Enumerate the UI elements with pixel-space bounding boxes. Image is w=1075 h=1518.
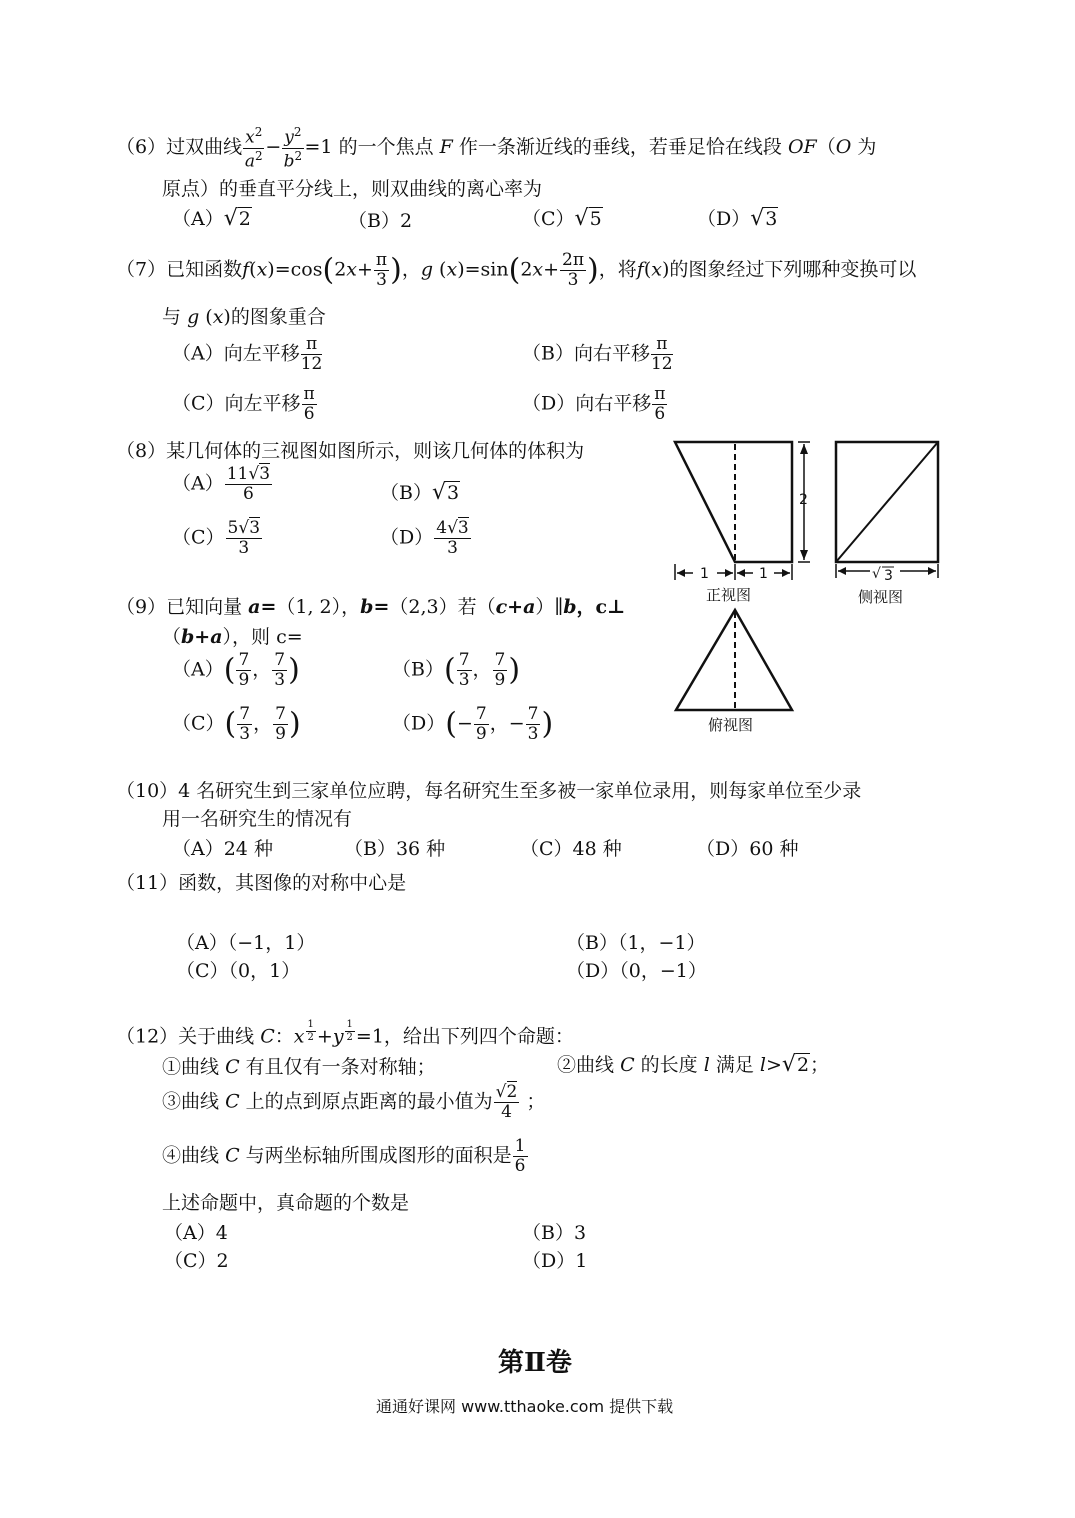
option-label: （D） (392, 712, 446, 735)
curve-var: C (225, 1090, 240, 1113)
q6-line1: （6）过双曲线 $\frac{x^2}{a^2}$ − $\frac{y^2}{b^2}$ =1 的一个焦点 F 作一条渐近线的垂线，若垂足恰在线段 OF（O 为 (116, 125, 877, 172)
option-label: （C） (522, 208, 575, 230)
q8-option-d (380, 520, 472, 557)
q11-line1: （11）函数，其图像的对称中心是 (116, 872, 407, 894)
q8-option-b (380, 478, 460, 505)
q9-line2 (162, 622, 303, 649)
option-label: （A） (172, 472, 224, 495)
side-width-label: 3 (884, 568, 893, 584)
q7-line2: 与 g (x)的图象重合 (162, 306, 326, 328)
footer-text: 通通好课网 www.tthaoke.com 提供下载 (376, 1397, 674, 1416)
front-view-shape (675, 442, 792, 562)
q10-line1: （10）4 名研究生到三家单位应聘，每名研究生至多被一家单位录用，则每家单位至少录 (116, 780, 862, 802)
q12-text: ①曲线 (162, 1056, 220, 1078)
q7-frac: $\frac{2\pi}{3}$ (562, 250, 585, 290)
option-label: （C） (172, 526, 225, 549)
q9-text: ，c⊥ (576, 596, 626, 618)
vector-sum: b+a (181, 626, 223, 648)
sqrt-arg: 2 (796, 1054, 810, 1076)
frac-den: 3 (238, 538, 250, 558)
q7-line1: （7）已知函数f(x)=cos(2x+ $\frac{\pi}{3}$ )，g (x)=sin(2x+ $\frac{2\pi}{3}$ )，将f(x)的图象经过下列哪种变换可以 (116, 250, 917, 290)
q11-option-b: （B）（1，−1） (566, 932, 706, 954)
top-view-label: 俯视图 (708, 716, 754, 734)
q12-prop4 (162, 1138, 529, 1175)
frac-den: 6 (242, 484, 254, 504)
q6-var: F (439, 136, 453, 159)
frac (273, 706, 288, 743)
frac-num: 1 (307, 1019, 314, 1030)
sqrt-arg: 3 (447, 482, 460, 504)
q6-line2: 原点）的垂直平分线上，则双曲线的离心率为 (162, 178, 543, 200)
q10-line2: 用一名研究生的情况有 (162, 808, 353, 830)
q11-option-c: （C）（0，1） (176, 960, 301, 982)
frac-num: π (654, 384, 666, 404)
option-label: （B） (380, 482, 432, 504)
minus-sign: − (456, 712, 473, 735)
q6-text: 为 (857, 136, 877, 159)
frac: $\frac{5√3}{3}$ (227, 518, 261, 558)
q7-option-c (172, 386, 318, 423)
frac-num: π (651, 336, 673, 355)
frac-num: 7 (527, 704, 539, 724)
q6-text: （ (816, 136, 836, 159)
section-title: 第Ⅱ卷 (498, 1348, 572, 1378)
frac: $\frac{4√3}{3}$ (436, 518, 469, 558)
option-label: （A） (172, 208, 224, 230)
q12-question: 上述命题中，真命题的个数是 (162, 1192, 410, 1214)
q9-text: ）∥ (535, 596, 564, 618)
q12-text: （12）关于曲线 (116, 1025, 255, 1048)
frac-num: 7 (274, 650, 286, 670)
q9-option-b: （B）( $\frac{7}{3}$ ， $\frac{7}{9}$ ) (392, 650, 521, 690)
frac (474, 706, 489, 743)
frac-den: 3 (274, 670, 286, 690)
q6-option-b: （B）2 (348, 210, 413, 232)
q8-number: （8） (116, 440, 167, 462)
frac (526, 706, 541, 743)
q12-option-c: （C）2 (164, 1250, 229, 1272)
q12-prop2 (557, 1050, 829, 1077)
length-var: l (759, 1054, 766, 1076)
q6-var: OF (787, 136, 817, 159)
q9-line1 (116, 592, 625, 619)
q9-option-d: （D）(− $\frac{7}{9}$ ，− $\frac{7}{3}$ ) (392, 704, 554, 744)
frac (236, 652, 251, 689)
q10-option-c: （C）48 种 (520, 838, 622, 860)
q10-option-a: （A）24 种 (172, 838, 273, 860)
option-label: （C） (172, 712, 225, 735)
q6-text: 过双曲线 (166, 136, 243, 159)
q7-text: 的图象重合 (230, 306, 326, 328)
vector-sum: c+a (495, 596, 536, 618)
q6-var: O (835, 136, 852, 159)
frac-num: π (375, 250, 388, 270)
frac-den: 2 (346, 1032, 353, 1043)
height-dim-label: 2 (799, 492, 808, 508)
q7-number: （7） (116, 258, 167, 281)
frac-den: 9 (475, 724, 487, 744)
length-var: l (703, 1054, 710, 1076)
frac (513, 1138, 528, 1175)
q8-line1 (116, 436, 584, 463)
frac-num: 7 (238, 650, 250, 670)
option-label: （D） (380, 526, 434, 549)
side-width-radical: √ (872, 566, 881, 582)
q9-text: 已知向量 (166, 596, 243, 618)
option-label: （A） (172, 658, 224, 681)
q12-text: ； (526, 1090, 546, 1113)
left-width-label: 1 (700, 566, 709, 582)
frac (301, 336, 323, 373)
option-label: （D） (697, 208, 751, 230)
q11-option-d: （D）（0，−1） (566, 960, 707, 982)
curve-var: C (260, 1025, 275, 1048)
exp-frac (306, 1020, 316, 1043)
frac-num: 1 (346, 1019, 353, 1030)
q12-text: > (765, 1054, 782, 1076)
frac (651, 336, 673, 373)
q12-text: ③曲线 (162, 1090, 220, 1113)
sqrt-arg: 3 (765, 208, 778, 230)
frac-den: 9 (494, 670, 506, 690)
q9-number: （9） (116, 596, 167, 618)
sqrt: √3 (431, 480, 460, 505)
option-label: （A）向左平移 (172, 342, 300, 365)
q7-option-b (522, 336, 674, 373)
frac-num: 7 (239, 704, 251, 724)
q9-text: （1, 2）， (276, 596, 361, 618)
q12-option-b: （B）3 (522, 1222, 587, 1244)
q6-option-c (522, 204, 603, 231)
q9-option-a: （A）( $\frac{7}{9}$ ， $\frac{7}{3}$ ) (172, 650, 300, 690)
q12-text: 的长度 (640, 1054, 698, 1076)
frac-num: 7 (458, 650, 470, 670)
q12-text: ④曲线 (162, 1144, 220, 1167)
sqrt-arg: 2 (506, 1082, 518, 1102)
q12-text: =1，给出下列四个命题： (355, 1025, 574, 1048)
q9-text: （ (162, 626, 182, 648)
q12-prop3 (162, 1084, 545, 1121)
q12-option-d: （D）1 (522, 1250, 588, 1272)
option-label: （C）向左平移 (172, 392, 301, 415)
q7-text: 与 (162, 306, 182, 328)
exp-frac (345, 1020, 355, 1043)
frac-den: 6 (303, 404, 315, 424)
vector-b: b (563, 596, 577, 618)
frac (237, 706, 252, 743)
q12-text: 满足 (715, 1054, 754, 1076)
option-label: （B）向右平移 (522, 342, 650, 365)
sqrt-arg: 5 (589, 208, 602, 230)
frac-num: π (301, 336, 323, 355)
frac (302, 386, 317, 423)
q12-text: ②曲线 (557, 1054, 615, 1076)
q9-text: ， (489, 712, 509, 735)
vector-a: a= (248, 596, 277, 618)
q6-text: 的一个焦点 (338, 136, 434, 159)
frac-den: 9 (275, 724, 286, 744)
q9-text: ， (252, 658, 272, 681)
q12-line1: （12）关于曲线 C：x $^{\frac{1}{2}}$ +y $^{\frac{1}{2}}$ =1，给出下列四个命题： (116, 1019, 574, 1048)
frac-den: 12 (300, 354, 323, 374)
q9-option-c: （C）( $\frac{7}{3}$ ， $\frac{7}{9}$ ) (172, 704, 301, 744)
q12-text: 有且仅有一条对称轴； (245, 1056, 436, 1078)
q10-option-d: （D）60 种 (696, 838, 799, 860)
minus-sign: − (508, 712, 525, 735)
sqrt-arg: 3 (249, 518, 261, 538)
front-view-label: 正视图 (706, 586, 752, 604)
q7-option-d (522, 386, 668, 423)
vector-b: b= (360, 596, 390, 618)
sqrt: √2 (223, 206, 251, 231)
q12-text: 与两坐标轴所围成图形的面积是 (245, 1144, 512, 1167)
q6-option-a (172, 204, 252, 231)
frac (457, 652, 472, 689)
frac: $\frac{√2}{4}$ (495, 1082, 518, 1122)
frac-den: 3 (239, 724, 251, 744)
q7-option-a (172, 336, 323, 373)
sqrt-arg: 3 (457, 518, 469, 538)
frac-den: 3 (447, 538, 458, 558)
frac-den: 2 (307, 1032, 314, 1043)
q12-text: ； (810, 1054, 830, 1076)
q7-text: 已知函数 (166, 258, 243, 281)
q12-prop1 (162, 1052, 436, 1079)
sqrt-arg: 2 (238, 208, 251, 230)
q9-text: ， (472, 658, 492, 681)
frac-den: 4 (501, 1102, 512, 1122)
curve-var: C (225, 1144, 240, 1167)
q6-option-d (697, 204, 778, 231)
frac-den: 3 (527, 724, 539, 744)
q6-text: 作一条渐近线的垂线，若垂足恰在线段 (458, 136, 782, 159)
sqrt: √2 (781, 1052, 810, 1077)
frac-den: 6 (654, 404, 666, 424)
q6-fraction-x: $\frac{x^2}{a^2}$ (244, 125, 263, 172)
frac-den: 12 (650, 354, 673, 374)
q8-text: 某几何体的三视图如图所示，则该几何体的体积为 (166, 440, 585, 462)
frac-num: 7 (275, 704, 286, 724)
frac-num: 1 (514, 1136, 526, 1156)
sqrt: √5 (574, 206, 602, 231)
q12-text: 上的点到原点距离的最小值为 (245, 1090, 493, 1113)
right-width-label: 1 (759, 566, 768, 582)
q9-text: ），则 c= (222, 626, 303, 648)
q7-frac: $\frac{\pi}{3}$ (375, 250, 388, 290)
q7-text: ，将 (598, 258, 637, 281)
q11-option-a: （A）（−1，1） (176, 932, 316, 954)
q8-option-a (172, 466, 273, 503)
frac-num: 7 (475, 704, 487, 724)
coef: 11 (226, 464, 249, 484)
frac-den: 6 (514, 1156, 526, 1176)
frac (272, 652, 287, 689)
q10-option-b: （B）36 种 (344, 838, 446, 860)
coef: 5 (227, 518, 239, 538)
frac-den: 3 (458, 670, 470, 690)
option-label: （D）向右平移 (522, 392, 652, 415)
sqrt-arg: 3 (259, 464, 271, 484)
frac-num: π (303, 384, 315, 404)
side-view-label: 侧视图 (858, 588, 904, 606)
side-view-diagonal (836, 442, 938, 562)
q9-text: ， (253, 712, 273, 735)
curve-var: C (620, 1054, 635, 1076)
q7-text: 的图象经过下列哪种变换可以 (669, 258, 917, 281)
q6-number: （6） (116, 136, 167, 159)
three-view-figure (660, 430, 960, 750)
option-label: （B） (392, 658, 444, 681)
frac (652, 386, 667, 423)
q8-option-c (172, 520, 263, 557)
q12-option-a: （A）4 (164, 1222, 228, 1244)
sqrt: √3 (750, 206, 778, 231)
coef: 4 (436, 518, 448, 538)
q6-fraction-y: $\frac{y^2}{b^2}$ (283, 125, 303, 172)
frac (493, 652, 508, 689)
frac-den: 9 (238, 670, 250, 690)
frac: $\frac{11√3}{6}$ (226, 464, 271, 504)
frac-num: 7 (494, 650, 506, 670)
q9-text: （2,3）若（ (389, 596, 496, 618)
curve-var: C (225, 1056, 240, 1078)
